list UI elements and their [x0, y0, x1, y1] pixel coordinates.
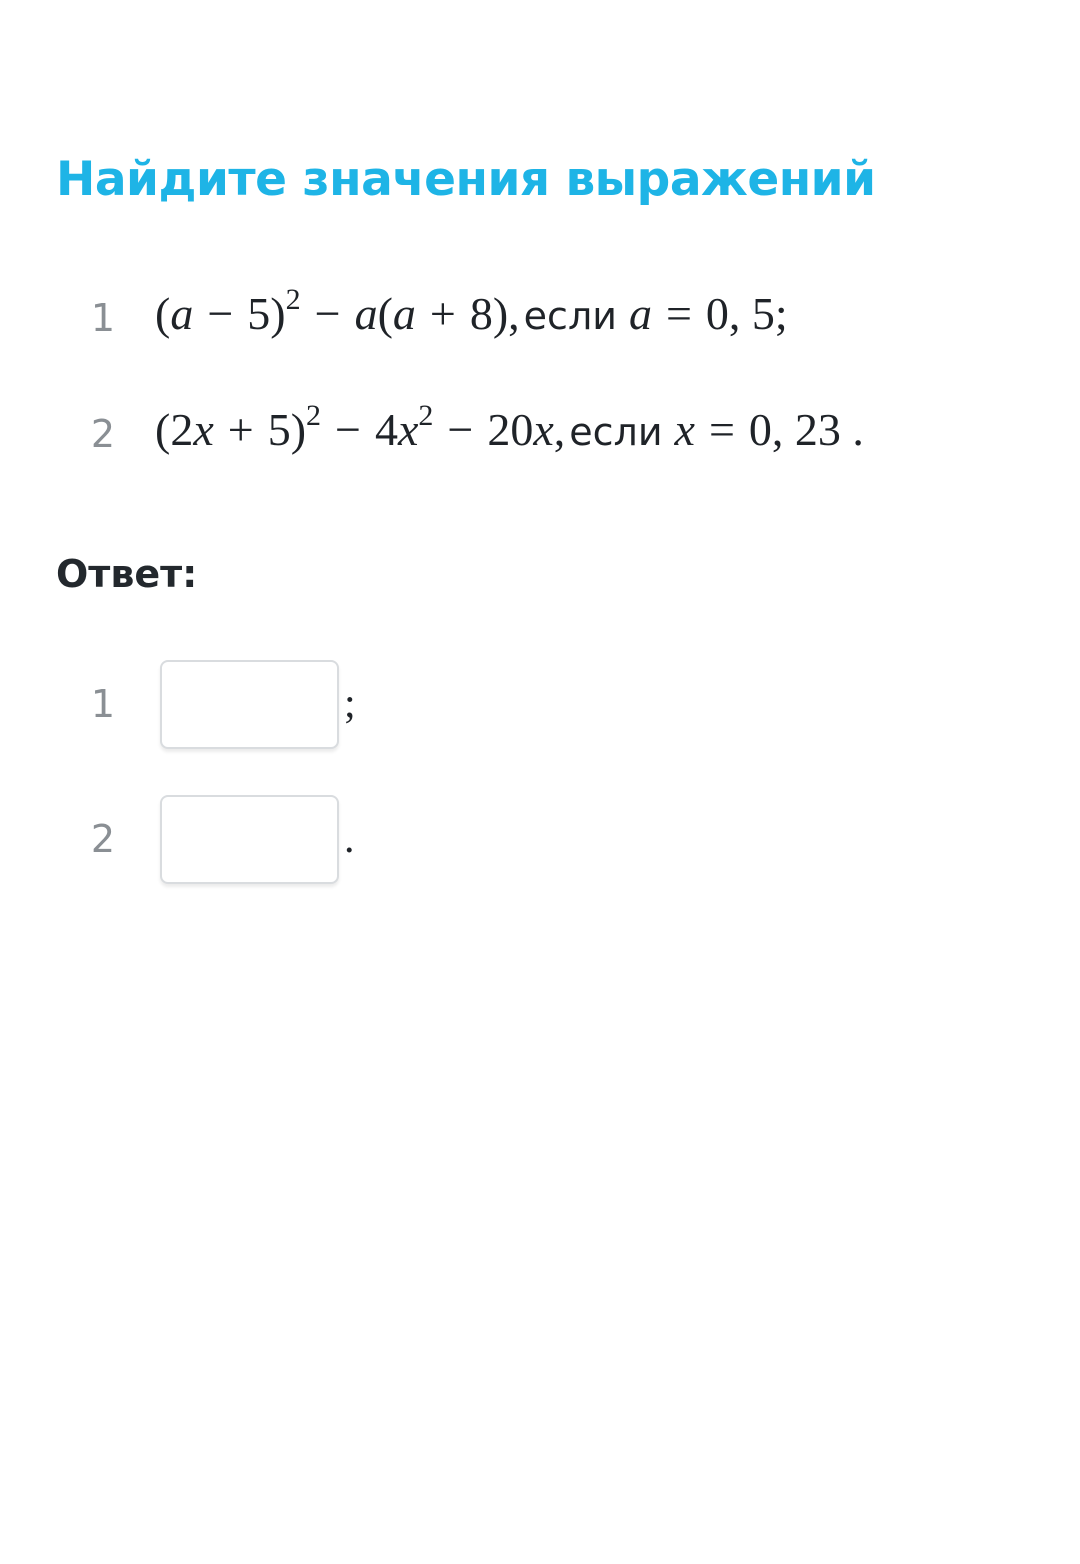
math-operator: − [335, 404, 361, 455]
math-token: 4 [374, 404, 398, 455]
math-variable: x [397, 404, 419, 455]
math-token: ), [492, 288, 520, 339]
math-value: 0, 23 . [748, 404, 864, 455]
math-token: ) [270, 288, 286, 339]
math-operator: = [665, 288, 692, 339]
math-token: ) [290, 404, 307, 455]
math-operator: − [314, 288, 341, 339]
math-variable: a [354, 288, 378, 339]
answer-row-1 [0, 660, 1080, 752]
answer-row-2 [0, 795, 1080, 887]
math-variable: x [193, 404, 214, 455]
math-token: 5 [247, 288, 271, 339]
math-token: 20 [487, 404, 534, 455]
math-operator: − [447, 404, 474, 455]
math-variable: a [170, 288, 194, 339]
math-operator: + [429, 288, 456, 339]
answer-number: 1 [90, 682, 116, 726]
condition-word: если [523, 294, 617, 338]
answer-label: Ответ: [56, 552, 198, 596]
task-expression [155, 399, 864, 456]
task-2 [0, 398, 1080, 478]
task-expression [155, 283, 788, 340]
answer-input-2[interactable] [160, 795, 339, 884]
math-operator: − [207, 288, 234, 339]
answer-input-1[interactable] [160, 660, 339, 749]
task-number: 1 [90, 296, 116, 340]
page-title: Найдите значения выражений [56, 152, 876, 207]
math-variable: a [392, 288, 416, 339]
math-exponent: 2 [418, 399, 434, 432]
answer-punctuation: ; [344, 681, 356, 727]
answer-number: 2 [90, 817, 116, 861]
math-token: (2 [155, 404, 194, 455]
math-token: 8 [469, 288, 493, 339]
math-variable: x [533, 404, 554, 455]
math-variable: x [674, 404, 695, 455]
math-operator: = [708, 404, 735, 455]
task-1 [0, 282, 1080, 362]
math-exponent: 2 [306, 399, 322, 432]
condition-word: если [569, 410, 663, 454]
math-token: 5 [267, 404, 291, 455]
task-number: 2 [90, 412, 116, 456]
math-value: 0, 5; [705, 288, 788, 339]
math-token: ( [155, 288, 171, 339]
math-token: ( [377, 288, 393, 339]
math-operator: + [227, 404, 254, 455]
math-variable: a [628, 288, 652, 339]
math-token: , [553, 404, 566, 455]
answer-punctuation: . [344, 816, 355, 862]
math-exponent: 2 [285, 283, 301, 316]
